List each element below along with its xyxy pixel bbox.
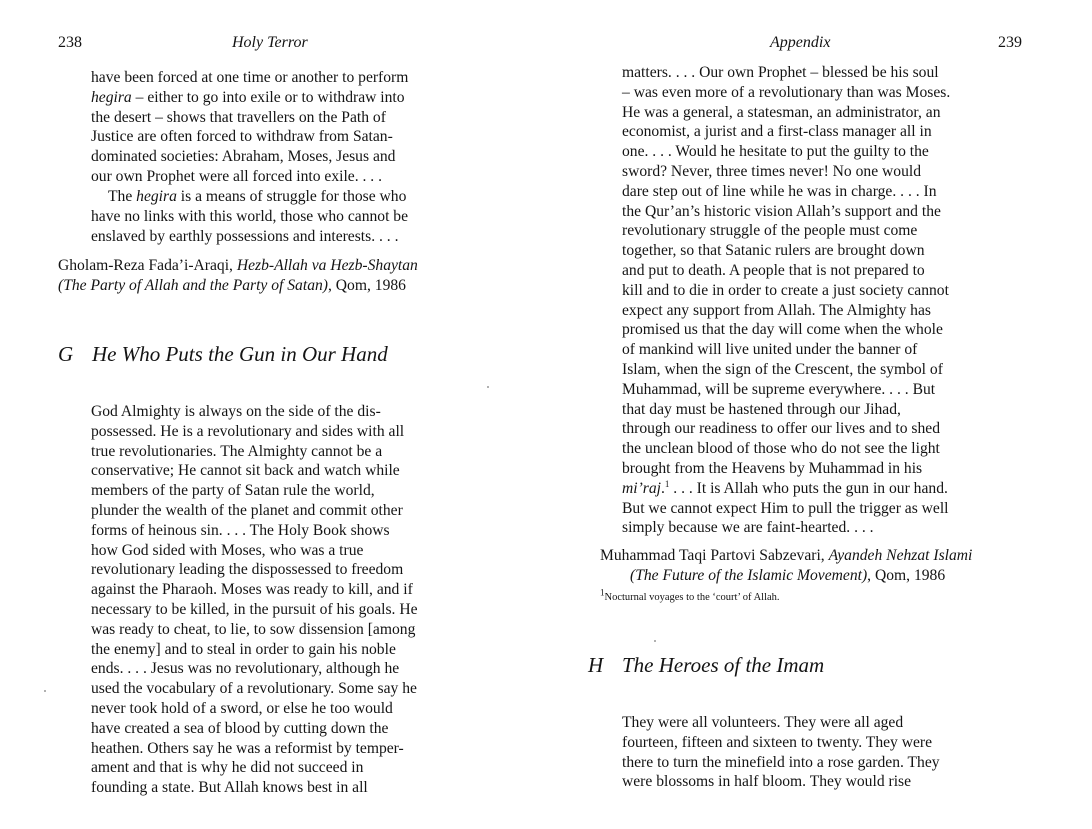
- text-line: brought from the Heavens by Muhammad in his: [622, 459, 923, 477]
- text-line: have created a sea of blood by cutting down the: [91, 719, 389, 737]
- section-letter: H: [588, 653, 604, 677]
- text-line: the desert – shows that travellers on the Path of: [91, 108, 386, 126]
- text-line: The hegira is a means of struggle for those who: [108, 188, 407, 205]
- text-line: dominated societies: Abraham, Moses, Jesus and: [91, 148, 396, 166]
- text-line: have no links with this world, those who cannot be: [91, 207, 409, 225]
- text-line: But we cannot expect Him to pull the trigger as well: [622, 499, 949, 517]
- text-line: founding a state. But Allah knows best in all: [91, 779, 368, 797]
- text-line: forms of heinous sin. . . . The Holy Book shows: [91, 521, 390, 539]
- text-line: was ready to cheat, to lie, to sow dissension [among: [91, 620, 416, 638]
- text-line: true revolutionaries. The Almighty cannot be a: [91, 442, 383, 460]
- text-line: never took hold of a sword, or else he too would: [91, 699, 393, 717]
- page-number: 238: [58, 34, 82, 51]
- text-line: ament and that is why he did not succeed in: [91, 759, 364, 777]
- attribution-line: (The Future of the Islamic Movement), Qom, 1986: [630, 567, 946, 584]
- text-line: against the Pharaoh. Moses was ready to kill, and if: [91, 581, 413, 599]
- text-line: dare step out of line while he was in charge. . . . In: [622, 182, 937, 200]
- text-line: and put to death. A people that is not prepared to: [622, 261, 925, 279]
- print-speck: [44, 690, 46, 692]
- page-number: 239: [998, 34, 1022, 51]
- footnote: $^1$Nocturnal voyages to the ‘court’ of Allah.: [600, 587, 780, 603]
- text-line: expect any support from Allah. The Almighty has: [622, 301, 931, 319]
- text-line: conservative; He cannot sit back and watch while: [91, 462, 400, 480]
- text-line: mi’raj.$^1$ . . . It is Allah who puts the gun in our hand.: [622, 478, 948, 497]
- text-line: ends. . . . Jesus was no revolutionary, although he: [91, 660, 400, 678]
- text-line: one. . . . Would he hesitate to put the guilty to the: [622, 143, 929, 161]
- section-title: He Who Puts the Gun in Our Hand: [92, 342, 388, 366]
- paragraph: [91, 187, 457, 246]
- text-line: there to turn the minefield into a rose garden. They: [622, 753, 940, 771]
- text-line: plunder the wealth of the planet and commit other: [91, 501, 403, 519]
- section-letter: G: [58, 342, 74, 366]
- text-line: revolutionary leading the dispossessed to freedom: [91, 561, 404, 579]
- running-head: Holy Terror: [232, 34, 308, 51]
- print-speck: [487, 386, 489, 388]
- section-heading: [58, 341, 388, 367]
- attribution-line: Muhammad Taqi Partovi Sabzevari, Ayandeh Nehzat Islami: [600, 547, 973, 564]
- section-title: The Heroes of the Imam: [622, 653, 825, 677]
- text-line: matters. . . . Our own Prophet – blessed be his soul: [622, 64, 939, 81]
- text-line: promised us that the day will come when the whole: [622, 321, 943, 339]
- text-line: Justice are often forced to withdraw from Satan-: [91, 128, 393, 146]
- text-line: God Almighty is always on the side of the dis-: [91, 403, 381, 420]
- text-line: They were all volunteers. They were all aged: [622, 714, 904, 731]
- attribution-line: Gholam-Reza Fada’i-Araqi, Hezb-Allah va Hezb-Shaytan: [58, 257, 418, 274]
- text-line: that day must be hastened through our Jihad,: [622, 400, 901, 418]
- paragraph: [91, 402, 457, 798]
- text-line: how God sided with Moses, who was a true: [91, 541, 364, 559]
- text-line: He was a general, a statesman, an administrator, an: [622, 103, 941, 121]
- text-line: through our readiness to offer our lives and to shed: [622, 420, 941, 438]
- attribution: [600, 546, 1040, 586]
- text-line: the enemy] and to steal in order to gain his noble: [91, 640, 396, 658]
- text-line: the Qur’an’s historic vision Allah’s support and the: [622, 202, 941, 220]
- attribution-line: (The Party of Allah and the Party of Satan), Qom, 1986: [58, 277, 406, 294]
- text-line: – was even more of a revolutionary than was Moses.: [622, 83, 951, 101]
- text-line: kill and to die in order to create a just society cannot: [622, 281, 949, 299]
- paragraph: [91, 68, 457, 187]
- text-line: possessed. He is a revolutionary and sides with all: [91, 422, 405, 440]
- paragraph: [622, 63, 989, 538]
- running-head: Appendix: [770, 34, 831, 51]
- print-speck: [654, 640, 656, 642]
- text-line: members of the party of Satan rule the world,: [91, 482, 375, 500]
- text-line: enslaved by earthly possessions and interests. . . .: [91, 227, 399, 245]
- text-line: used the vocabulary of a revolutionary. Some say he: [91, 680, 417, 698]
- text-line: Muhammad, will be supreme everywhere. . . . But: [622, 380, 936, 398]
- text-line: our own Prophet were all forced into exile. . . .: [91, 167, 382, 185]
- text-line: sword? Never, three times never! No one would: [622, 162, 922, 180]
- text-line: economist, a jurist and a first-class manager all in: [622, 123, 932, 141]
- paragraph: [622, 713, 989, 792]
- text-line: fourteen, fifteen and sixteen to twenty. They were: [622, 733, 933, 751]
- section-heading: [588, 652, 824, 678]
- right-page: [546, 0, 1092, 829]
- text-line: were blossoms in half bloom. They would rise: [622, 773, 912, 791]
- text-line: the unclean blood of those who do not see the light: [622, 440, 940, 458]
- text-line: heathen. Others say he was a reformist by temper-: [91, 739, 404, 757]
- text-line: Islam, when the sign of the Crescent, the symbol of: [622, 360, 943, 378]
- text-line: have been forced at one time or another to perform: [91, 69, 409, 86]
- text-line: of mankind will live united under the banner of: [622, 341, 918, 359]
- text-line: hegira – either to go into exile or to withdraw into: [91, 88, 405, 106]
- attribution: [58, 256, 508, 296]
- text-line: simply because we are faint-hearted. . . .: [622, 519, 874, 537]
- text-line: necessary to be killed, in the pursuit of his goals. He: [91, 600, 418, 618]
- text-line: together, so that Satanic rulers are brought down: [622, 242, 925, 260]
- text-line: revolutionary struggle of the people must come: [622, 222, 918, 240]
